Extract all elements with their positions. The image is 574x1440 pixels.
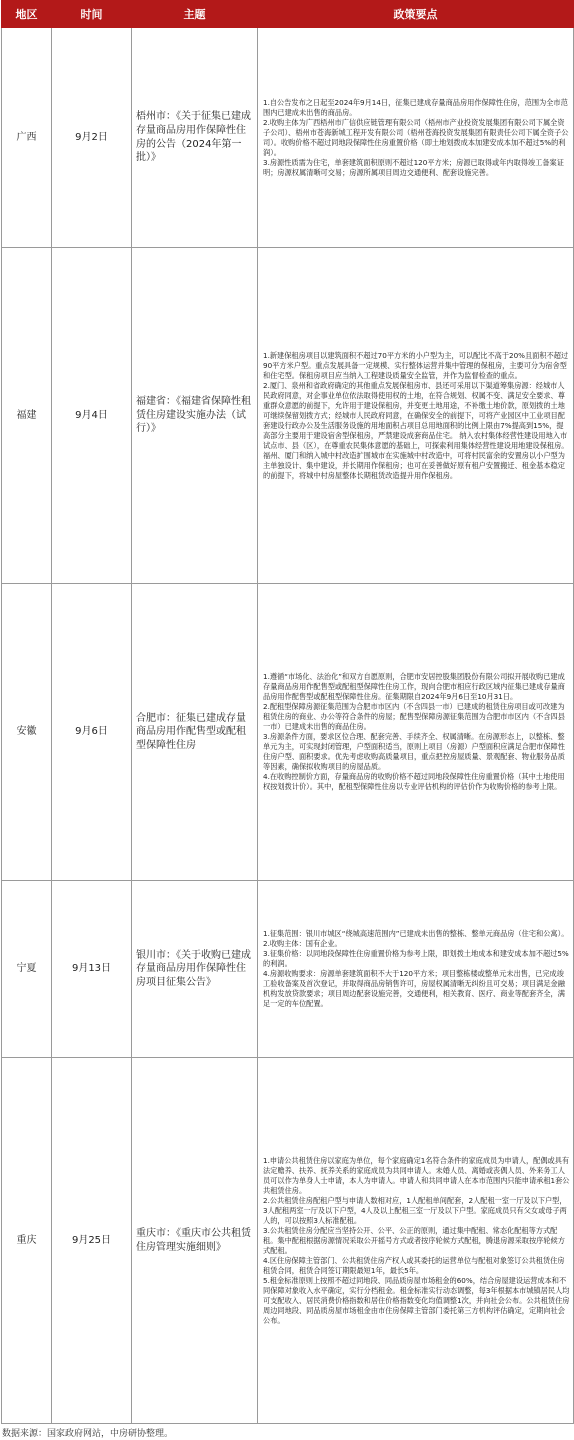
- policy-point: 1.申请公共租赁住房以家庭为单位，每个家庭确定1名符合条件的家庭成员为申请人，配偶或具有法定赡养、扶养、抚养关系的家庭成员为共同申请人。未婚人员、离婚或丧偶人员、外来务工人员可以作为单身人士申请，本人为申请人。申请人和共同申请人在本市范围内只能申请承租1套公共租赁住房。: [263, 1155, 570, 1195]
- policy-point: 4.区住房保障主管部门、公共租赁住房产权人或其委托的运营单位与配租对象签订公共租赁住房租赁合同，租赁合同签订期限最短1年，最长5年。: [263, 1255, 565, 1275]
- policy-table: [1, 0, 574, 1424]
- cell-topic: 福建省：《福建省保障性租赁住房建设实施办法（试行）》: [132, 248, 258, 584]
- policy-point: 2.收购主体：国有企业。: [263, 939, 342, 948]
- cell-topic: 银川市：《关于收购已建成存量商品房用作保障性住房项目征集公告》: [132, 881, 258, 1058]
- policy-point: 1.新建保租房项目以建筑面积不超过70平方米的小户型为主，可以配比不高于20%且面积不超过90平方米户型。重点发展具备一定规模、实行整体运营并集中管理的保租房，主要可分为宿舍型和住宅型。保租房项目应当纳入工程建设质量安全监管，并作为监督检查的重点。: [263, 350, 569, 380]
- policy-point: 2.厦门、泉州和省政府确定的其他重点发展保租房市、县还可采用以下渠道筹集房源：经城市人民政府同意，对企事业单位依法取得使用权的土地，在符合规划、权属不变、满足安全要求、尊重群众意愿的前提下，允许用于建设保租房，并变更土地用途，不补缴土地价款，原划拨的土地可继续保留划拨方式；经城市人民政府同意，在确保安全的前提下，可将产业园区中工业项目配套建设行政办公及生活服务设施的用地面积占项目总用地面积的比例上限由7%提高到15%，提高部分主要用于建设宿舍型保租房，严禁建设成套商品住宅。 纳入农村集体经营性建设用地入市试点市、县（区），在尊重农民集体意愿的基础上，可探索利用集体经营性建设用地建设保租房。福州、厦门和纳入城中村改造扩围城市在实施城中村改造中，可将村民富余的安置房以小户型为主单独设计、集中建设，并长期用作保租房；也可在妥善做好原有租户安置搬迁、租金基本稳定的前提下，将城中村房屋整体长期租赁改造提升用作保租房。: [263, 380, 569, 480]
- table-row-anhui: [2, 584, 574, 881]
- policy-point: 1.征集范围：银川市城区“绕城高速范围内”已建成未出售的整栋、整单元商品房（住宅和公寓）。: [263, 929, 569, 938]
- policy-point: 3.公共租赁住房分配应当坚持公开、公平、公正的原则，通过集中配租、常态化配租等方式配租。集中配租根据房源情况采取公开摇号方式或者按序轮候方式配租，腾退房源采取按序轮候方式配租。: [263, 1225, 565, 1255]
- cell-topic: 合肥市：征集已建成存量商品房用作配售型或配租型保障性住房: [132, 584, 258, 881]
- cell-date: 9月13日: [52, 881, 132, 1058]
- cell-points: [258, 584, 574, 881]
- policy-point: 4.在收购控制价方面，存量商品房的收购价格不超过同地段保障性住房重置价格（其中土地使用权按划拨计价）。其中，配租型保障性住房以专业评估机构的评估价作为收购价格的参考上限。: [263, 772, 565, 791]
- cell-region: 重庆: [2, 1058, 52, 1424]
- cell-points: [258, 1058, 574, 1424]
- data-source-note: 数据来源：国家政府网站，中房研协整理。: [2, 1429, 174, 1439]
- header-date: 时间: [52, 1, 132, 28]
- header-topic: 主题: [132, 1, 258, 28]
- table-row-chongqing: [2, 1058, 574, 1424]
- table-header-row: [2, 1, 574, 28]
- cell-date: 9月25日: [52, 1058, 132, 1424]
- cell-date: 9月6日: [52, 584, 132, 881]
- cell-region: 广西: [2, 28, 52, 248]
- policy-point: 3.房源条件方面，要求区位合理、配套完善、手续齐全、权属清晰。在房源形态上，以整栋、整单元为主，可实现封闭管理，户型面积适当，原则上项目（房源）户型面积应满足合肥市保障性住房户型、面积要求。优先考虑收购高质量项目，重点把控房屋质量、景观配套、物业服务品质等因素，确保拟收购项目的房屋品质。: [263, 732, 565, 771]
- cell-date: 9月4日: [52, 248, 132, 584]
- cell-region: 福建: [2, 248, 52, 584]
- policy-point: 1.自公告发布之日起至2024年9月14日，征集已建成存量商品房用作保障性住房，范围为全市范围内已建成未出售的商品房。: [263, 97, 568, 117]
- table-row-fujian: [2, 248, 574, 584]
- policy-point: 2.公共租赁住房配租户型与申请人数相对应，1人配租单间配套，2人配租一室一厅及以下户型，3人配租两室一厅及以下户型，4人及以上配租三室一厅及以下户型。家庭成员只有父女或母子两人的，可以按照3人标准配租。: [263, 1195, 567, 1225]
- policy-point: 2.收购主体为广西梧州市广信供应链管理有限公司（梧州市产业投资发展集团有限公司下属全资子公司）、梧州市苍海新城工程开发有限公司（梧州苍海投资发展集团有限责任公司下属全资子公司）。收购价格不超过同地段保障性住房重置价格（即土地划拨成本加建安成本加不超过5%的利润）。: [263, 117, 569, 157]
- header-points: 政策要点: [258, 1, 574, 28]
- policy-point: 2.配租型保障房源征集范围为合肥市市区内（不含四县一市）已建成的租赁住房项目或可改建为租赁住房的商业、办公等符合条件的房屋；配售型保障房源征集范围为合肥市市区内（不含四县一市）已建成未出售的商品住房。: [263, 702, 565, 731]
- cell-points: [258, 248, 574, 584]
- policy-point: 3.房源性质需为住宅，单套建筑面积原则不超过120平方米；房源已取得或年内取得竣工备案证明；房源权属清晰可交易；房源所属项目周边交通便利、配套设施完善。: [263, 157, 564, 177]
- cell-region: 安徽: [2, 584, 52, 881]
- header-region: 地区: [2, 1, 52, 28]
- policy-point: 1.遵循“市场化、法治化”和双方自愿原则，合肥市安居控股集团股份有限公司拟开展收购已建成存量商品房用作配售型或配租型保障性住房工作，现向合肥市相应行政区域内征集已建成存量商品房用作配售型或配租型保障性住房。征集期限自2024年9月6日至10月31日。: [263, 672, 565, 701]
- cell-topic: 梧州市：《关于征集已建成存量商品房用作保障性住房的公告（2024年第一批）》: [132, 28, 258, 248]
- table-row-guangxi: [2, 28, 574, 248]
- cell-topic: 重庆市：《重庆市公共租赁住房管理实施细则》: [132, 1058, 258, 1424]
- cell-date: 9月2日: [52, 28, 132, 248]
- policy-point: 5.租金标准原则上按照不超过同地段、同品质房屋市场租金的60%，结合房屋建设运营成本和不同保障对象收入水平确定，实行分档租金。租金标准实行动态调整，每3年根据本市城镇居民人均可支配收入、居民消费价格指数和居住价格指数变化均值调整1次，并向社会公布。公共租赁住房周边同地段、同品质房屋市场租金由市住房保障主管部门委托第三方机构评估确定，定期向社会公布。: [263, 1275, 570, 1325]
- policy-point: 3.征集价格：以同地段保障性住房重置价格为参考上限，即划拨土地成本和建安成本加不超过5%的利润。: [263, 949, 569, 968]
- table-row-ningxia: [2, 881, 574, 1058]
- cell-region: 宁夏: [2, 881, 52, 1058]
- policy-point: 4.房源收购要求：房源单套建筑面积不大于120平方米；项目整栋楼或整单元未出售，已完成竣工验收备案及首次登记，并取得商品房销售许可，房屋权属清晰无纠纷且可交易；项目满足金融机构发放贷款要求；项目周边配套设施完善，交通便利，相关教育、医疗、商业等配套齐全，满足一定的车位配置。: [263, 969, 565, 1008]
- cell-points: [258, 28, 574, 248]
- cell-points: [258, 881, 574, 1058]
